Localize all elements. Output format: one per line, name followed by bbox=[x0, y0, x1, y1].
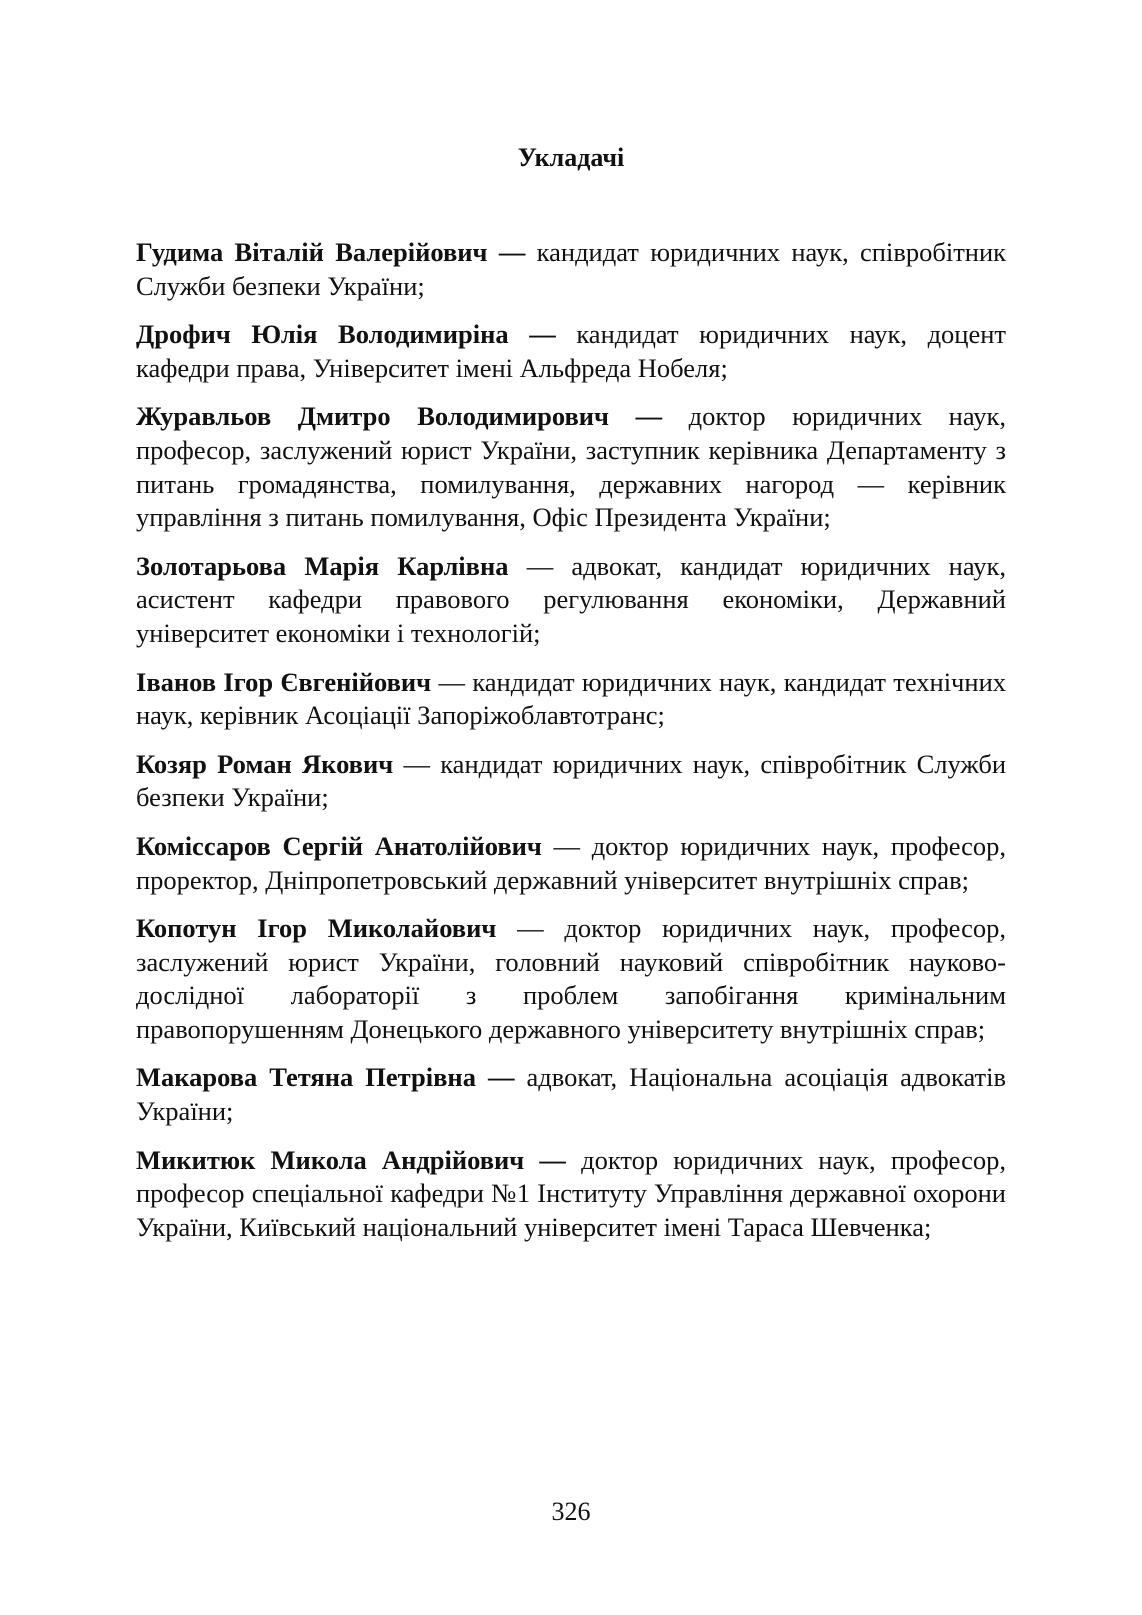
list-item bbox=[136, 830, 1006, 897]
entry-dash: — bbox=[508, 550, 572, 581]
entry-description: доктор юридичних наук, професор, заслужений юрист України, головний науковий співробітник науково-дослідної лабораторії з проблем запобігання кримінальним правопорушенням Донецького державного університету внутрішніх справ; bbox=[136, 913, 1006, 1044]
entry-dash: — bbox=[524, 1144, 582, 1175]
compilers-list bbox=[136, 236, 1006, 1259]
entry-name: Журавльов Дмитро Володимирович bbox=[136, 401, 609, 432]
entry-description: кандидат юридичних наук, кандидат технічних наук, керівник Асоціації Запоріжоблавтотранс; bbox=[136, 666, 1007, 731]
entry-description: доктор юридичних наук, професор, проректор, Дніпропетровський державний університет внутрішніх справ; bbox=[136, 830, 1006, 895]
entry-name: Копотун Ігор Миколайович bbox=[136, 913, 497, 944]
entry-dash: — bbox=[431, 666, 473, 697]
entry-dash: — bbox=[496, 913, 565, 944]
entry-description: кандидат юридичних наук, доцент кафедри права, Університет імені Альфреда Нобеля; bbox=[136, 319, 1007, 383]
list-item bbox=[136, 912, 1006, 1046]
entry-name: Макарова Тетяна Петрівна bbox=[136, 1062, 476, 1093]
list-item bbox=[136, 318, 1006, 385]
entry-description: адвокат, Національна асоціація адвокатів України; bbox=[136, 1062, 1007, 1127]
entry-description: кандидат юридичних наук, співробітник Служби безпеки України; bbox=[136, 748, 1007, 813]
entry-description: доктор юридичних наук, професор, професор спеціальної кафедри №1 Інституту Управління державної охорони України, Київський національний університет імені Тараса Шевченка; bbox=[136, 1144, 1006, 1242]
entry-dash: — bbox=[487, 237, 537, 267]
entry-dash: — bbox=[475, 1062, 527, 1093]
page-title: Укладачі bbox=[517, 143, 625, 172]
entry-dash: — bbox=[541, 830, 592, 861]
entry-dash: — bbox=[609, 401, 689, 432]
entry-description: кандидат юридичних наук, співробітник Служби безпеки України; bbox=[136, 237, 1007, 301]
entry-description: доктор юридичних наук, професор, заслужений юрист України, заступник керівника Департаменту з питань громадянства, помилування, державних нагород — керівник управління з питань помилування, Офіс Президента України; bbox=[136, 401, 1007, 533]
list-item bbox=[136, 550, 1006, 651]
list-item bbox=[136, 1144, 1006, 1245]
entry-name: Гудима Віталій Валерійович bbox=[136, 237, 488, 267]
entry-dash: — bbox=[508, 319, 577, 350]
entry-dash: — bbox=[393, 748, 441, 779]
entry-description: адвокат, кандидат юридичних наук, асистент кафедри правового регулювання економіки, Державний університет економіки і технологій; bbox=[136, 550, 1006, 648]
list-item bbox=[136, 748, 1006, 815]
entry-name: Дрофич Юлія Володимиріна bbox=[136, 319, 509, 350]
page-number: 326 bbox=[551, 1497, 591, 1526]
list-item bbox=[136, 400, 1006, 534]
list-item bbox=[136, 236, 1006, 303]
entry-name: Коміссаров Сергій Анатолійович bbox=[136, 830, 542, 861]
entry-name: Іванов Ігор Євгенійович bbox=[136, 666, 432, 697]
entry-name: Золотарьова Марія Карлівна bbox=[136, 550, 509, 581]
entry-name: Козяр Роман Якович bbox=[136, 748, 394, 779]
list-item bbox=[136, 666, 1006, 733]
list-item bbox=[136, 1061, 1006, 1128]
entry-name: Микитюк Микола Андрійович bbox=[136, 1144, 525, 1175]
